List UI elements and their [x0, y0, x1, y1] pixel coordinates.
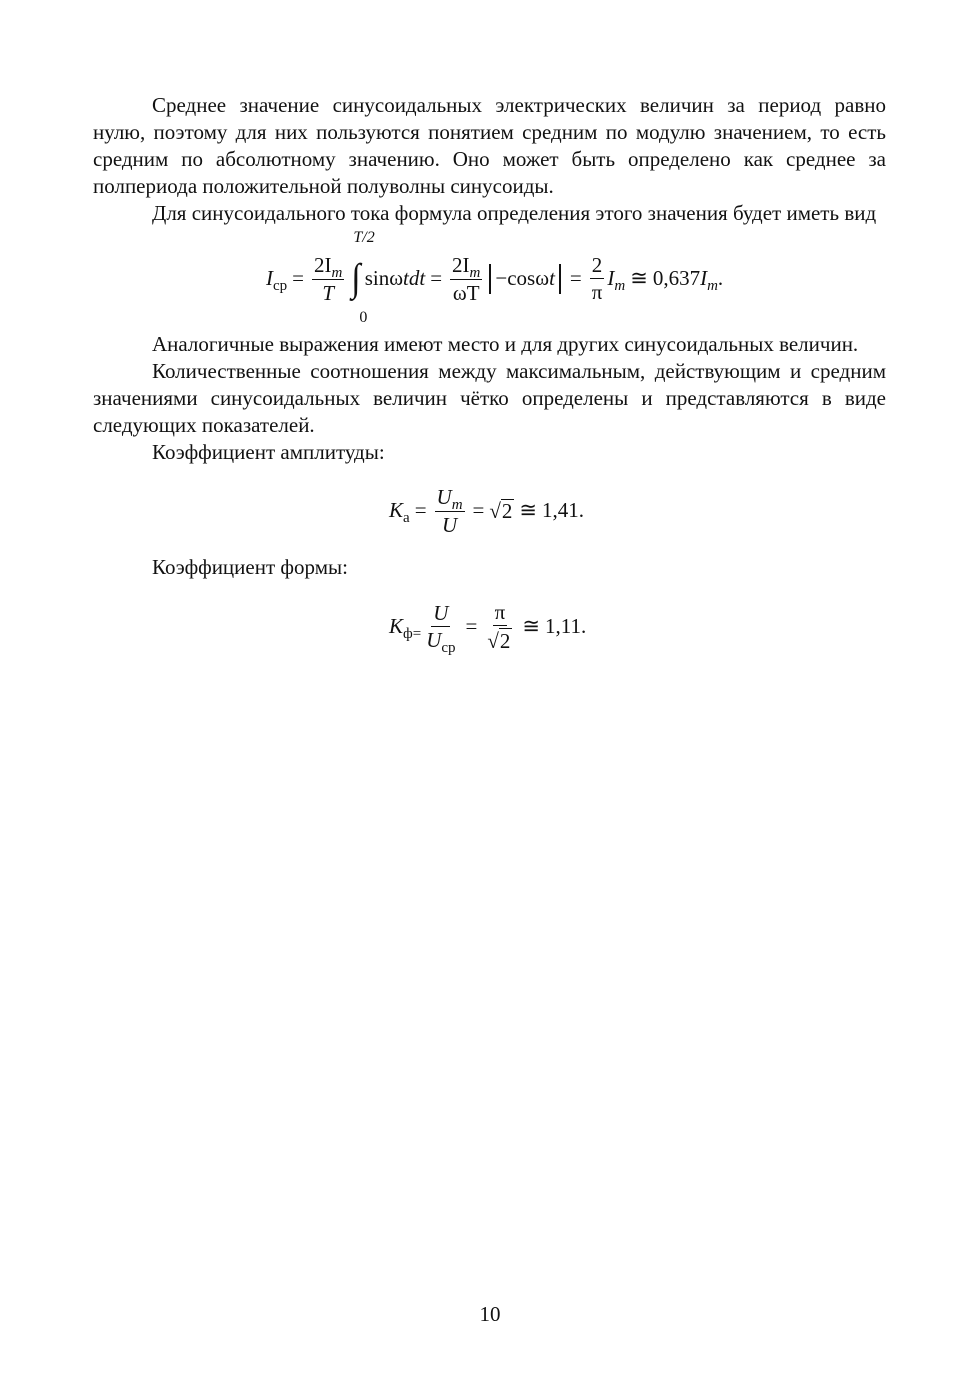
paragraph-5: Коэффициент амплитуды:: [152, 440, 385, 464]
formula-average-current: [93, 227, 886, 326]
approx-sign: ≅: [519, 498, 538, 523]
cos-term: −cosωt: [495, 266, 555, 291]
equals-sign: =: [569, 266, 582, 291]
integrand: sinωtdt: [364, 266, 426, 291]
fraction-2im-over-omega-t: $\frac{2I_m}{\omega T}$: [452, 253, 481, 305]
page-number: 10: [479, 1302, 501, 1326]
abs-bar-left: [489, 264, 491, 294]
fraction-um-over-u: $\frac{U_m}{U}$: [436, 485, 463, 537]
ka-lhs: $K_а$: [389, 498, 410, 527]
ka-value: 1,41.: [542, 498, 585, 523]
period: .: [717, 266, 724, 291]
im-term: $I_m$: [607, 266, 626, 295]
approx-sign: ≅: [522, 614, 541, 639]
equals-sign: =: [292, 266, 305, 291]
page-content: [93, 92, 886, 667]
equals-sign: =: [430, 266, 443, 291]
abs-bar-right: [559, 264, 561, 294]
fraction-2-over-pi: $\frac{2}{\pi}$: [591, 253, 603, 305]
integral-lower-limit: 0: [359, 308, 368, 326]
tail-term: $I_m$: [700, 266, 718, 295]
equals-sign: =: [472, 498, 485, 523]
integral-sign: T/2 ∫ 0: [351, 228, 375, 326]
fraction-u-over-ucp: $\frac{U}{U_{ср}}$: [426, 600, 456, 656]
paragraph-6: Коэффициент формы:: [152, 555, 348, 579]
paragraph-4: Количественные соотношения между максимальным, действующим и средним значениями синусоидальных величин чётко определены и представляются в виде следующих показателей.: [93, 359, 886, 437]
kf-value: 1,11.: [545, 614, 587, 639]
coefficient: 0,637: [652, 266, 701, 291]
approx-sign: ≅: [630, 266, 648, 291]
fraction-2im-over-t: $\frac{2I_m}{T}$: [314, 253, 343, 305]
equals-sign: =: [465, 614, 478, 639]
paragraph-2: Для синусоидального тока формула определения этого значения будет иметь вид: [152, 201, 877, 225]
kf-lhs: $K_{ф=}$: [389, 614, 422, 643]
equals-sign: =: [414, 498, 427, 523]
fraction-pi-over-sqrt2: π √ 2: [487, 600, 511, 654]
formula-form-coefficient: [93, 581, 886, 667]
sqrt-2: √ 2: [489, 499, 513, 524]
formula-amplitude-coefficient: [93, 466, 886, 548]
paragraph-3: Аналогичные выражения имеют место и для других синусоидальных величин.: [152, 332, 859, 356]
formula-lhs: $I_{ср}$: [266, 266, 288, 295]
integral-upper-limit: T/2: [353, 228, 375, 246]
paragraph-1: Среднее значение синусоидальных электрических величин за период равно нулю, поэтому для них пользуются понятием средним по модулю значением, то есть средним по абсолютному значению. Оно может быть определено как среднее за полпериода положительной полуволны синусоиды.: [93, 93, 886, 198]
